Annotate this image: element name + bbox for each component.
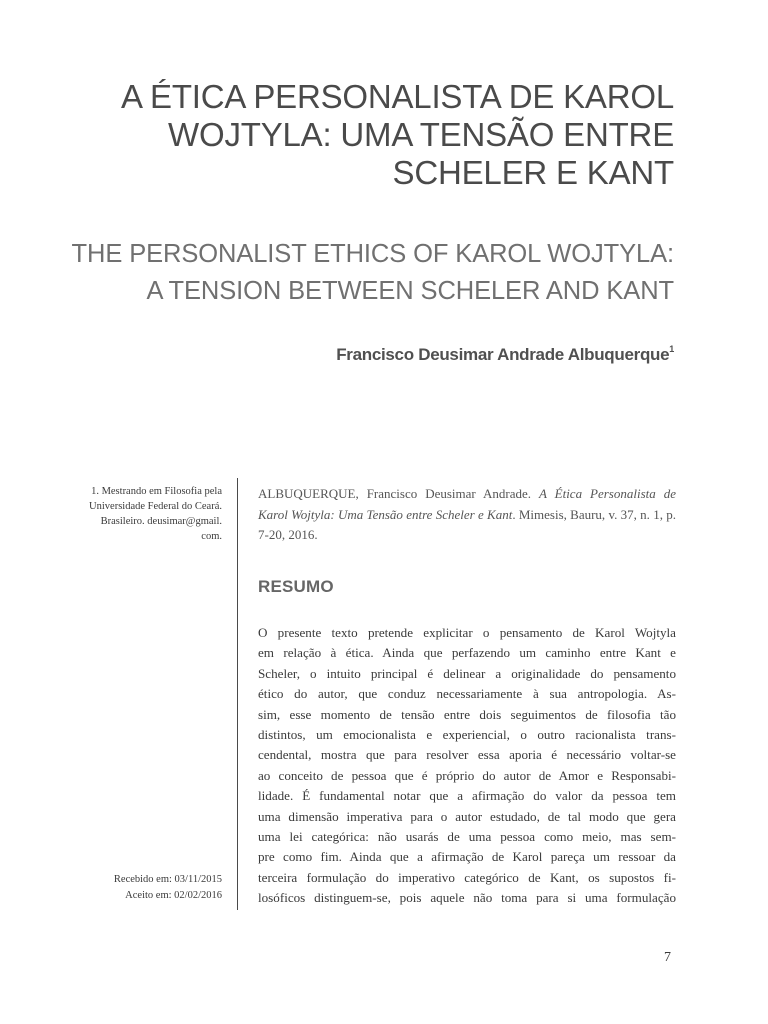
author-name-text: Francisco Deusimar Andrade Albuquerque: [336, 345, 670, 364]
resumo-line: losóficos distinguem-se, pois aquele não toma para si uma formulação: [258, 890, 676, 906]
resumo-heading: RESUMO: [258, 577, 334, 596]
title-pt-line-2: WOJTYLA: UMA TENSÃO ENTRE: [168, 116, 674, 153]
resumo-line: cendental, mostra que para resolver essa aporia é necessário voltar-se: [258, 747, 676, 763]
author-footnote: [60, 484, 222, 544]
margin-divider: [237, 478, 238, 910]
title-pt-line-1: A ÉTICA PERSONALISTA DE KAROL: [121, 78, 674, 115]
resumo-line: sim, esse momento de tensão entre dois seguimentos de filosofia tão: [258, 706, 676, 722]
resumo-body: [258, 623, 676, 908]
author-name: [336, 344, 674, 365]
resumo-line: distintos, um emocionalista e experiencial, o outro racionalista trans-: [258, 726, 676, 742]
resumo-line: Scheler, o intuito principal é delinear a originalidade do pensamento: [258, 665, 676, 681]
resumo-line: uma lei categórica: não usarás de uma pessoa como meio, mas sem-: [258, 828, 676, 844]
footnote-line-3: Brasileiro. deusimar@gmail.: [100, 516, 222, 527]
title-pt-line-3: SCHELER E KANT: [392, 154, 674, 191]
page-number: 7: [664, 950, 671, 965]
resumo-line: ao conceito de pessoa que é próprio do autor de Amor e Responsabi-: [258, 767, 676, 783]
footnote-line-4: com.: [201, 531, 222, 542]
citation-prefix: ALBUQUERQUE, Francisco Deusimar Andrade.: [258, 486, 531, 501]
resumo-line: terceira formulação do imperativo categórico de Kant, os supostos fi-: [258, 869, 676, 885]
footnote-line-1: 1. Mestrando em Filosofia pela: [91, 486, 222, 497]
resumo-line: uma dimensão imperativa para o autor estudado, de tal modo que gera: [258, 808, 676, 824]
footnote-line-2: Universidade Federal do Ceará.: [89, 501, 222, 512]
article-title-english: [0, 236, 674, 310]
resumo-line: pre como fim. Ainda que a afirmação de Karol pareça um ressoar da: [258, 849, 676, 865]
received-date: Recebido em: 03/11/2015: [113, 874, 222, 885]
article-title-portuguese: [74, 78, 674, 192]
resumo-line: ético do autor, que conduz necessariamente à sua antropologia. As-: [258, 686, 676, 702]
citation-suffix: . Mimesis, Bauru, v. 37, n. 1, p. 7-20, 2016.: [258, 506, 676, 542]
accepted-date: Aceito em: 02/02/2016: [125, 890, 222, 901]
resumo-line: em relação à ética. Ainda que perfazendo um caminho entre Kant e: [258, 645, 676, 661]
resumo-line: O presente texto pretende explicitar o pensamento de Karol Wojtyla: [258, 625, 676, 640]
citation-title: A Ética Personalista de Karol Wojtyla: Uma Tensão entre Scheler e Kant: [258, 486, 676, 522]
citation-block: [258, 484, 676, 546]
title-en-line-1: THE PERSONALIST ETHICS OF KAROL WOJTYLA:: [71, 240, 674, 268]
title-en-line-2: A TENSION BETWEEN SCHELER AND KANT: [146, 277, 674, 305]
submission-dates: [60, 872, 222, 904]
resumo-line: lidade. É fundamental notar que a afirmação do valor da pessoa tem: [258, 788, 676, 804]
author-footnote-mark: 1: [669, 344, 674, 354]
